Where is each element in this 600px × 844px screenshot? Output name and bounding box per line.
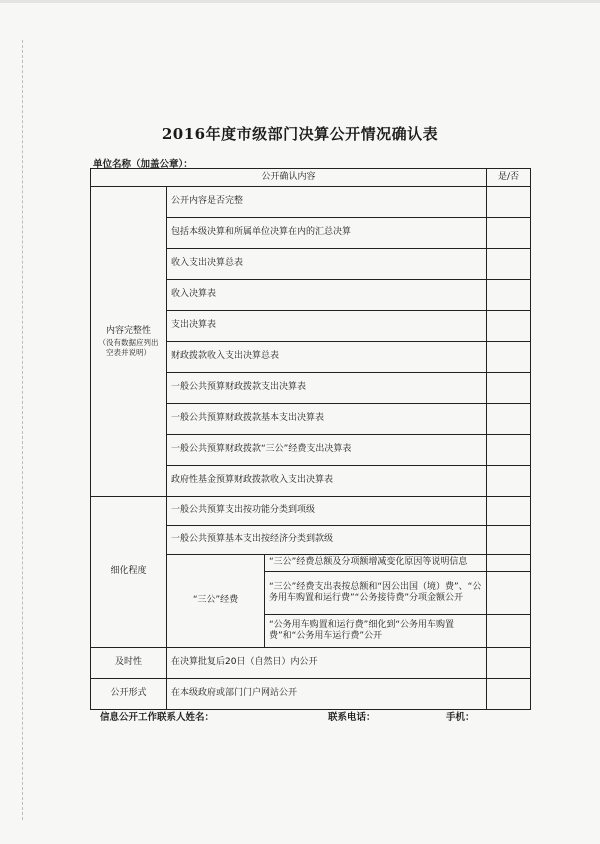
item-text: 收入决算表	[167, 280, 487, 311]
item-text: 一般公共预算支出按功能分类到项级	[167, 497, 487, 526]
item-text: 收入支出决算总表	[167, 249, 487, 280]
mobile-label: 手机：	[446, 712, 475, 723]
document-title: 2016年度市级部门决算公开情况确认表	[161, 125, 439, 143]
yes-no-cell[interactable]	[487, 218, 531, 249]
table-row	[91, 648, 531, 679]
table-row	[91, 679, 531, 710]
category-note: （没有数据应列出空表并说明）	[98, 338, 159, 357]
item-text: “三公”经费总额及分项额增减变化原因等说明信息	[265, 555, 487, 572]
table-row	[91, 187, 531, 218]
item-text: 包括本级决算和所属单位决算在内的汇总决算	[167, 218, 487, 249]
yes-no-cell[interactable]	[487, 404, 531, 435]
yes-no-cell[interactable]	[487, 615, 531, 648]
contact-person-label: 信息公开工作联系人姓名：	[100, 712, 215, 723]
item-text: 在本级政府或部门门户网站公开	[167, 679, 487, 710]
category-label: 内容完整性	[105, 326, 151, 336]
item-text: 支出决算表	[167, 311, 487, 342]
yes-no-cell[interactable]	[487, 466, 531, 497]
unit-name-label: 单位名称（加盖公章）：	[93, 159, 193, 170]
sanggong-label: “三公”经费	[167, 555, 265, 648]
yes-no-cell[interactable]	[487, 497, 531, 526]
header-content: 公开确认内容	[91, 169, 487, 187]
item-text: 一般公共预算财政拨款基本支出决算表	[167, 404, 487, 435]
yes-no-cell[interactable]	[487, 373, 531, 404]
yes-no-cell[interactable]	[487, 435, 531, 466]
item-text: 政府性基金预算财政拨款收入支出决算表	[167, 466, 487, 497]
yes-no-cell[interactable]	[487, 187, 531, 218]
category-detail	[91, 497, 167, 648]
category-form: 公开形式	[91, 679, 167, 710]
item-text: “公务用车购置和运行费”细化到“公务用车购置费”和“公务用车运行费”公开	[265, 615, 487, 648]
yes-no-cell[interactable]	[487, 311, 531, 342]
item-text: “三公”经费支出表按总额和“因公出国（境）费”、“公务用车购置和运行费”“公务接待费”分项金额公开	[265, 572, 487, 615]
yes-no-cell[interactable]	[487, 679, 531, 710]
scan-edge	[0, 0, 600, 3]
table-header-row	[91, 169, 531, 187]
header-yes-no: 是/否	[487, 169, 531, 187]
item-text: 一般公共预算财政拨款支出决算表	[167, 373, 487, 404]
category-label: 细化程度	[110, 566, 147, 577]
yes-no-cell[interactable]	[487, 342, 531, 373]
yes-no-cell[interactable]	[487, 572, 531, 615]
yes-no-cell[interactable]	[487, 648, 531, 679]
item-text: 公开内容是否完整	[167, 187, 487, 218]
confirmation-table	[90, 168, 531, 710]
table-row	[91, 497, 531, 526]
yes-no-cell[interactable]	[487, 280, 531, 311]
category-completeness	[91, 187, 167, 497]
yes-no-cell[interactable]	[487, 526, 531, 555]
item-text: 一般公共预算基本支出按经济分类到款级	[167, 526, 487, 555]
yes-no-cell[interactable]	[487, 249, 531, 280]
item-text: 财政拨款收入支出决算总表	[167, 342, 487, 373]
item-text: 在决算批复后20日（自然日）内公开	[167, 648, 487, 679]
item-text: 一般公共预算财政拨款“三公”经费支出决算表	[167, 435, 487, 466]
binding-line	[22, 40, 24, 820]
category-timeliness: 及时性	[91, 648, 167, 679]
yes-no-cell[interactable]	[487, 555, 531, 572]
phone-label: 联系电话：	[328, 712, 376, 723]
